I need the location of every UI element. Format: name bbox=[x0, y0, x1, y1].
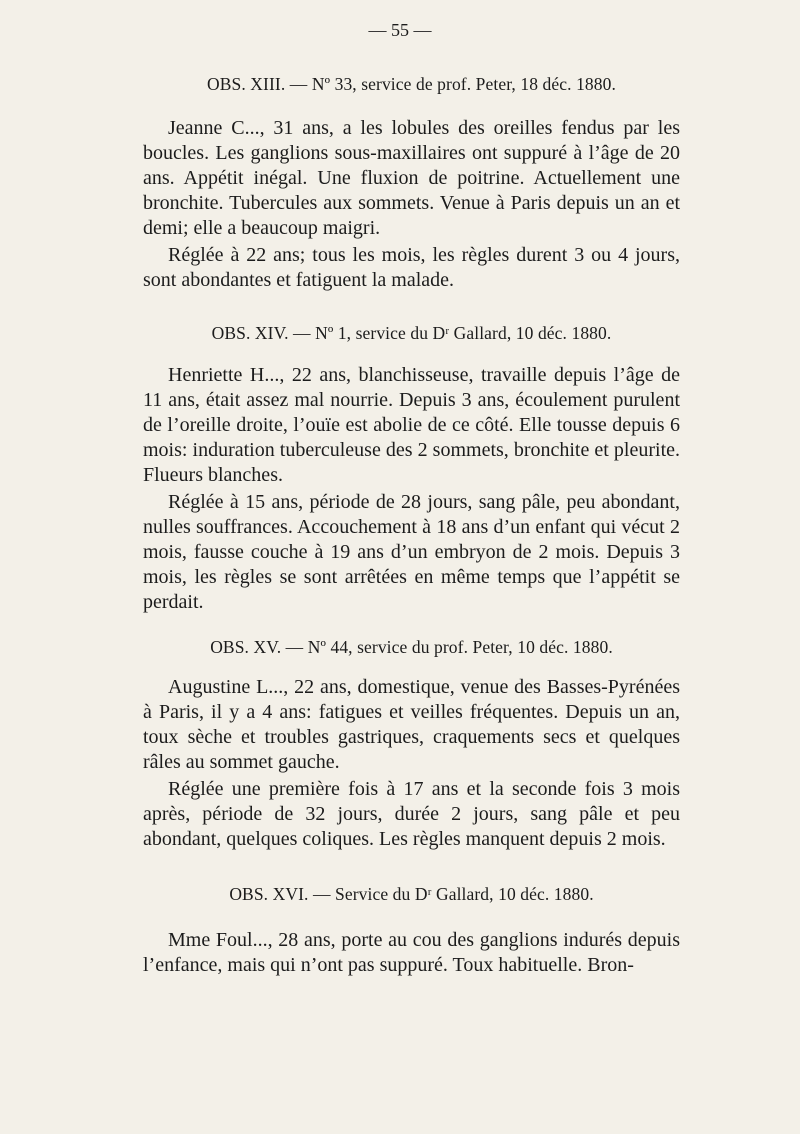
observation-xv-paragraph-1: Augustine L..., 22 ans, domestique, venue des Basses-Pyrénées à Paris, il y a 4 ans: fatigues et veilles fréquentes. Depuis un an, toux sèche et troubles gastriques, craquements secs et quelques râles au sommet gauche. bbox=[143, 676, 680, 773]
page-number: — 55 — bbox=[368, 20, 432, 40]
observation-xiv-paragraph-1: Henriette H..., 22 ans, blanchisseuse, travaille depuis l’âge de 11 ans, était assez mal nourrie. Depuis 3 ans, écoulement purulent de l’oreille droite, l’ouïe est abolie de ce côté. Elle tousse depuis 6 mois: induration tuberculeuse des 2 sommets, bronchite et pleurite. Flueurs blanches. bbox=[143, 364, 680, 486]
observation-heading-xvi: OBS. XVI. — Service du Dʳ Gallard, 10 déc. 1880. bbox=[229, 884, 594, 904]
observation-xiii-paragraph-2: Réglée à 22 ans; tous les mois, les règles durent 3 ou 4 jours, sont abondantes et fatiguent la malade. bbox=[143, 244, 680, 291]
page-content bbox=[143, 72, 680, 978]
observation-xv-paragraph-2: Réglée une première fois à 17 ans et la seconde fois 3 mois après, période de 32 jours, durée 2 jours, sang pâle et peu abondant, quelques coliques. Les règles manquent depuis 2 mois. bbox=[143, 778, 680, 850]
observation-heading-xiv: OBS. XIV. — Nº 1, service du Dʳ Gallard, 10 déc. 1880. bbox=[211, 323, 612, 343]
observation-heading-xv: OBS. XV. — Nº 44, service du prof. Peter, 10 déc. 1880. bbox=[210, 637, 613, 657]
observation-xvi-paragraph-1: Mme Foul..., 28 ans, porte au cou des ganglions indurés depuis l’enfance, mais qui n’ont pas suppuré. Toux habituelle. Bron- bbox=[143, 929, 680, 976]
observation-heading-xiii: OBS. XIII. — Nº 33, service de prof. Peter, 18 déc. 1880. bbox=[207, 74, 616, 94]
observation-xiii-paragraph-1: Jeanne C..., 31 ans, a les lobules des oreilles fendus par les boucles. Les ganglions sous-maxillaires ont suppuré à l’âge de 20 ans. Appétit inégal. Une fluxion de poitrine. Actuellement une bronchite. Tubercules aux sommets. Venue à Paris depuis un an et demi; elle a beaucoup maigri. bbox=[143, 117, 680, 239]
observation-xiv-paragraph-2: Réglée à 15 ans, période de 28 jours, sang pâle, peu abondant, nulles souffrances. Accouchement à 18 ans d’un enfant qui vécut 2 mois, fausse couche à 19 ans d’un embryon de 2 mois. Depuis 3 mois, les règles se sont arrêtées en même temps que l’appétit se perdait. bbox=[143, 491, 680, 613]
